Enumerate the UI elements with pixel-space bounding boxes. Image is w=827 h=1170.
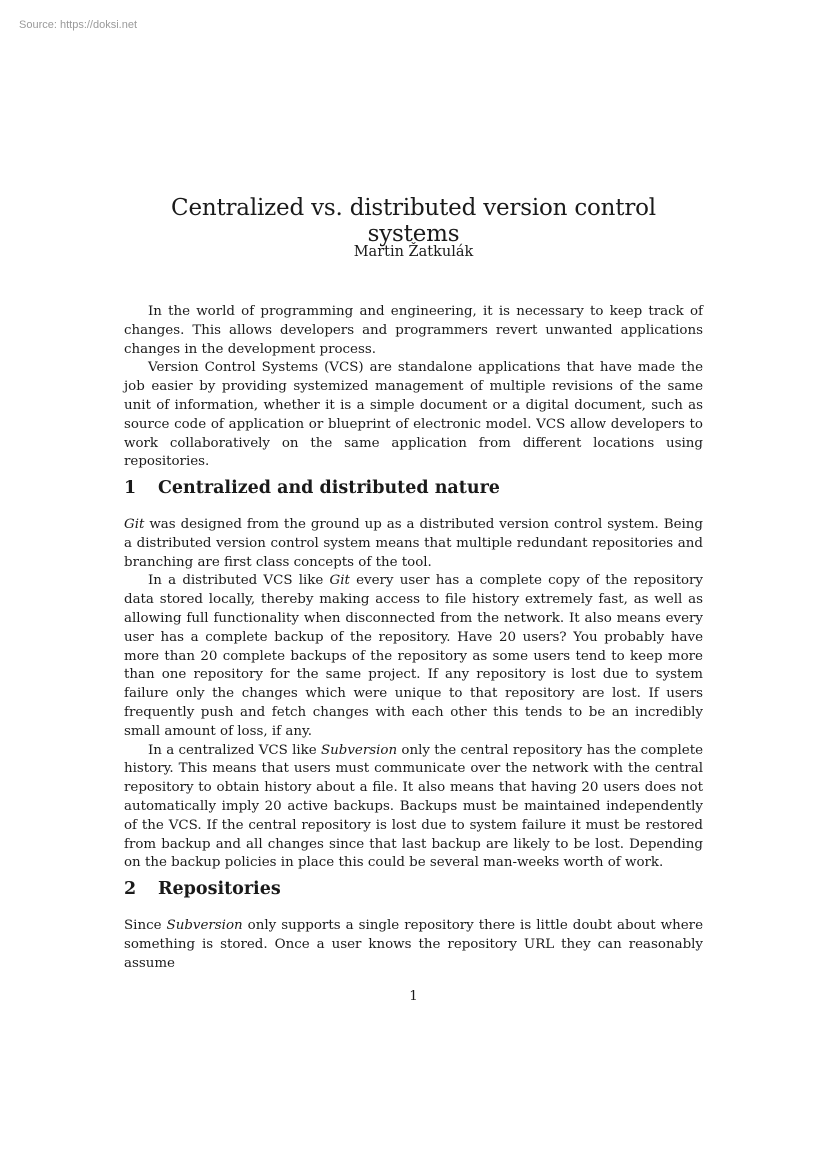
section-2 [124,879,703,899]
paragraph-text: only the central repository has the complete history. This means that users must communicate over the network with the central repository to obtain history about a file. It also means that having 20 users does not automatically imply 20 active backups. Backups must be maintained independently of the VCS. If the central repository is lost due to system failure it must be restored from backup and all changes since that last backup are likely to be lost. Depending on the backup policies in place this could be several man-weeks worth of work. [124,742,703,871]
section-1 [124,478,703,498]
paragraph-text: Since [124,918,167,933]
paragraph-text: every user has a complete copy of the repository data stored locally, thereby making access to file history extremely fast, as well as allowing full functionality when disconnected from the network. It also means every user has a complete backup of the repository. Have 20 users? You probably have more than 20 complete backups of the repository as some users tend to keep more than one repository for the same project. If any repository is lost due to system failure only the changes which were unique to that repository are lost. If users frequently push and fetch changes with each other this tends to be an incredibly small amount of loss, if any. [124,573,703,739]
section-2-paragraph-1 [124,917,703,973]
section-title: Repositories [158,879,281,899]
paragraph-text: In a distributed VCS like [148,573,330,589]
section-number: 1 [124,478,137,498]
section-1-paragraph-2 [124,572,703,741]
paragraph-text: only supports a single repository there is little doubt about where something is stored. Once a user knows the repository URL they can reasonably assume [124,918,703,971]
paragraph-text: was designed from the ground up as a distributed version control system. Being a distributed version control system means that multiple redundant repositories and branching are first class concepts of the tool. [124,517,703,570]
paper-author: Martin Žatkulák [353,244,474,260]
section-number: 2 [124,879,137,899]
section-title: Centralized and distributed nature [158,478,500,498]
section-2-body [124,917,703,973]
paper-title: Centralized vs. distributed version control systems [171,195,656,247]
page-number: 1 [409,989,418,1004]
section-1-body [124,516,703,873]
section-1-paragraph-3 [124,742,703,874]
abstract [124,303,703,472]
emphasis-subversion: Subversion [166,918,243,933]
section-2-heading [124,879,703,899]
paragraph-text: In a centralized VCS like [148,742,321,758]
section-1-paragraph-1 [124,516,703,572]
emphasis-subversion: Subversion [321,742,398,758]
emphasis-git: Git [124,517,145,532]
emphasis-git: Git [329,573,350,589]
abstract-paragraph-1: In the world of programming and engineering, it is necessary to keep track of changes. This allows developers and programmers revert unwanted applications changes in the development process. [124,304,703,357]
section-1-heading [124,478,703,498]
source-watermark[interactable]: Source: https://doksi.net [19,19,138,31]
abstract-paragraph-2: Version Control Systems (VCS) are standalone applications that have made the job easier by providing systemized management of multiple revisions of the same unit of information, whether it is a simple document or a digital document, such as source code of application or blueprint of electronic model. VCS allow developers to work collaboratively on the same application from different locations using repositories. [124,360,703,470]
